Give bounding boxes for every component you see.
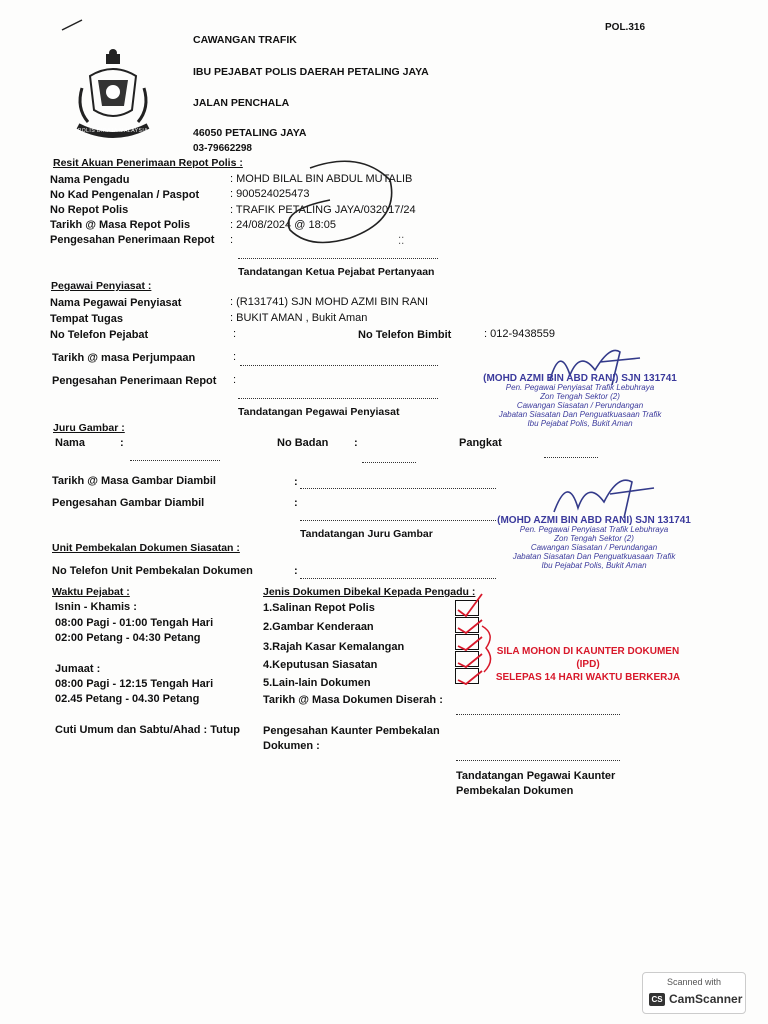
mobile-value: : 012-9438559 [484,328,555,340]
hours-line: Isnin - Khamis : [55,601,137,613]
stamp-2-line: Cawangan Siasatan / Perundangan [530,543,658,552]
receipt-heading: Resit Akuan Penerimaan Repot Polis : [53,157,243,169]
photographer-name-label: Nama [55,437,85,449]
duty-place-value: : BUKIT AMAN , Bukit Aman [230,312,368,324]
unit-phone-colon: : [294,565,298,577]
ic-label: No Kad Pengenalan / Paspot [50,189,200,201]
hours-line: 02:00 Petang - 04:30 Petang [55,632,201,644]
officer-stamp-2 [496,516,692,570]
friday-line: 08:00 Pagi - 12:15 Tengah Hari [55,678,214,690]
badge-label: No Badan [277,437,329,449]
rank-line [544,457,598,458]
office-name: IBU PEJABAT POLIS DAERAH PETALING JAYA [193,66,429,78]
stamp-1-line: Pen. Pegawai Penyiasat Trafik Lebuhraya [505,383,655,392]
doc-item: 5.Lain-lain Dokumen [263,677,371,689]
friday-line: 02.45 Petang - 04.30 Petang [55,693,200,705]
unit-phone-line [300,578,496,579]
photo-date-label: Tarikh @ Masa Gambar Diambil [52,475,216,487]
doc-item: 4.Keputusan Siasatan [263,659,378,671]
counter-confirm-label: Pengesahan Kaunter Pembekalan [263,725,440,737]
stamp-2-name: (MOHD AZMI BIN ABD RANI) SJN 131741 [497,515,691,526]
stamp-2-line: Ibu Pejabat Polis, Bukit Aman [541,561,647,570]
counter-sign-line [456,760,620,761]
unit-heading: Unit Pembekalan Dokumen Siasatan : [52,542,240,554]
duty-place-label: Tempat Tugas [50,313,123,325]
sign-mark: ⁚⁚ [398,236,405,247]
photographer-name-line [130,460,220,461]
signature-line [238,258,438,259]
investigator-confirm-label: Pengesahan Penerimaan Repot [52,375,217,387]
handover-line [456,714,620,715]
complainant-name-label: Nama Pengadu [50,174,130,186]
stamp-1-line: Cawangan Siasatan / Perundangan [516,401,644,410]
report-confirm-colon: : [230,234,234,246]
stamp-1-line: Zon Tengah Sektor (2) [540,392,620,401]
stamp-1-name: (MOHD AZMI BIN ABD RANI) SJN 131741 [483,373,677,384]
report-datetime-label: Tarikh @ Masa Repot Polis [50,219,191,231]
friday-line: Jumaat : [55,663,101,675]
documents-heading: Jenis Dokumen Dibekal Kepada Pengadu : [263,586,476,598]
camscanner-logo: CS [649,993,665,1006]
counter-sign-caption: Tandatangan Pegawai Kaunter [456,770,616,782]
camscanner-brand: CamScanner [669,992,743,1006]
photo-date-line [300,488,496,489]
hours-heading: Waktu Pejabat : [52,586,130,598]
signature-scribble [250,150,410,260]
pen-mark [60,18,84,32]
stamp-2-line: Zon Tengah Sektor (2) [554,534,634,543]
complainant-name-value: : MOHD BILAL BIN ABDUL MUTALIB [230,173,413,185]
badge-line [362,462,416,463]
investigator-sign-line [238,398,438,399]
doc-item: 2.Gambar Kenderaan [263,621,374,633]
scanned-with-text: Scanned with [666,977,722,987]
receipt-sign-caption: Tandatangan Ketua Pejabat Pertanyaan [238,266,435,278]
stamp-2-line: Pen. Pegawai Penyiasat Trafik Lebuhraya [519,525,669,534]
form-code: POL.316 [605,22,646,33]
counter-confirm-label: Dokumen : [263,740,320,752]
doc-item: 3.Rajah Kasar Kemalangan [263,641,405,653]
holiday-note: Cuti Umum dan Sabtu/Ahad : Tutup [55,724,240,736]
meeting-label: Tarikh @ masa Perjumpaan [52,352,196,364]
postcode-city: 46050 PETALING JAYA [193,127,307,139]
stamp-2-line: Jabatan Siasatan Dan Penguatkuasaan Trafik [512,552,676,561]
meeting-line [240,365,438,366]
stamp-1-line: Ibu Pejabat Polis, Bukit Aman [527,419,633,428]
investigator-sign-caption: Tandatangan Pegawai Penyiasat [238,406,400,418]
rank-label: Pangkat [459,437,502,449]
photo-sign-caption: Tandatangan Juru Gambar [300,528,433,540]
street-address: JALAN PENCHALA [193,97,290,109]
meeting-colon: : [233,351,237,363]
mobile-label: No Telefon Bimbit [358,329,452,341]
photo-confirm-label: Pengesahan Gambar Diambil [52,497,205,509]
report-datetime-value: : 24/08/2024 @ 18:05 [230,219,336,231]
unit-phone-label: No Telefon Unit Pembekalan Dokumen [52,565,253,577]
ic-value: : 900524025473 [230,188,310,200]
dept-name: CAWANGAN TRAFIK [193,34,297,46]
office-phone-colon: : [233,328,237,340]
badge-colon: : [354,437,358,449]
hours-line: 08:00 Pagi - 01:00 Tengah Hari [55,617,214,629]
investigator-name-value: : (R131741) SJN MOHD AZMI BIN RANI [230,296,429,308]
doc-item: 1.Salinan Repot Polis [263,602,375,614]
handover-label: Tarikh @ Masa Dokumen Diserah : [263,694,443,706]
investigator-confirm-colon: : [233,374,237,386]
logo-motto: POLIS DIRAJA MALAYSIA [77,128,149,134]
office-phone-label: No Telefon Pejabat [50,329,149,341]
police-crest-logo [68,48,158,144]
photo-sign-line [300,520,496,521]
photographer-heading: Juru Gambar : [53,422,125,434]
investigator-name-label: Nama Pegawai Penyiasat [50,297,182,309]
report-no-label: No Repot Polis [50,204,129,216]
note-line: SELEPAS 14 HARI WAKTU BERKERJA [495,672,681,683]
stamp-1-line: Jabatan Siasatan Dan Penguatkuasaan Trafik [498,410,662,419]
report-confirm-label: Pengesahan Penerimaan Repot [50,234,215,246]
photo-date-colon: : [294,476,298,488]
office-phone: 03-79662298 [193,143,252,154]
camscanner-watermark [642,972,746,1014]
photo-confirm-colon: : [294,497,298,509]
investigator-heading: Pegawai Penyiasat : [51,280,152,292]
collection-note [488,645,688,684]
note-line: SILA MOHON DI KAUNTER DOKUMEN (IPD) [496,646,680,670]
report-no-value: : TRAFIK PETALING JAYA/032017/24 [230,204,416,216]
officer-stamp-1 [482,374,678,428]
photographer-name-colon: : [120,437,124,449]
counter-sign-caption: Pembekalan Dokumen [456,785,574,797]
